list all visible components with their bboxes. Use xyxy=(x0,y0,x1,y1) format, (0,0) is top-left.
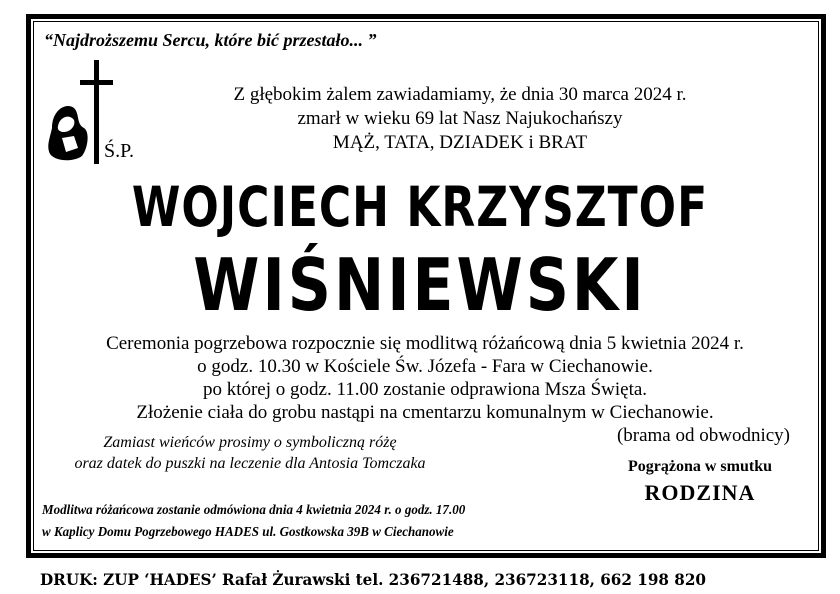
ceremony-details xyxy=(40,332,810,447)
prayer-notice xyxy=(42,500,465,544)
ceremony-line: o godz. 10.30 w Kościele Św. Józefa - Fara w Ciechanowie. xyxy=(197,356,653,377)
mourners xyxy=(600,458,800,506)
ceremony-line: Złożenie ciała do grobu nastąpi na cmentarzu komunalnym w Ciechanowie. xyxy=(136,402,714,423)
deceased-first-names: WOJCIECH KRZYSZTOF xyxy=(131,176,709,240)
ceremony-line: Ceremonia pogrzebowa rozpocznie się modlitwą różańcową dnia 5 kwietnia 2024 r. xyxy=(106,333,744,354)
ceremony-line: po której o godz. 11.00 zostanie odprawiona Msza Święta. xyxy=(202,379,648,400)
footer-brand: ‘HADES’ xyxy=(144,570,217,589)
footer-prefix: DRUK: ZUP xyxy=(40,570,145,589)
mourners-family: RODZINA xyxy=(644,480,756,505)
prayer-line: Modlitwa różańcowa zostanie odmówiona dnia 4 kwietnia 2024 r. o godz. 17.00 xyxy=(42,503,466,518)
flowers-request xyxy=(40,432,460,474)
announcement xyxy=(150,83,770,155)
motto: “Najdroższemu Sercu, które bić przestało... ” xyxy=(44,30,377,50)
footer-contact: Rafał Żurawski tel. 236721488, 236723118, 662 198 820 xyxy=(216,570,706,589)
announcement-line: MĄŻ, TATA, DZIADEK i BRAT xyxy=(332,132,588,153)
flowers-line: oraz datek do puszki na leczenie dla Antosia Tomczaka xyxy=(74,455,426,472)
announcement-line: zmarł w wieku 69 lat Nasz Najukochańszy xyxy=(297,108,623,129)
deceased-surname: WIŚNIEWSKI xyxy=(193,244,647,328)
ceremony-line: (brama od obwodnicy) xyxy=(616,425,790,446)
sp-label: Ś.P. xyxy=(104,140,135,162)
flowers-line: Zamiast wieńców prosimy o symboliczną różę xyxy=(103,434,397,451)
print-footer xyxy=(40,570,706,589)
prayer-line: w Kaplicy Domu Pogrzebowego HADES ul. Gostkowska 39B w Ciechanowie xyxy=(42,525,454,540)
mourners-line: Pogrążona w smutku xyxy=(627,458,772,475)
announcement-line: Z głębokim żalem zawiadamiamy, że dnia 30 marca 2024 r. xyxy=(233,84,687,105)
